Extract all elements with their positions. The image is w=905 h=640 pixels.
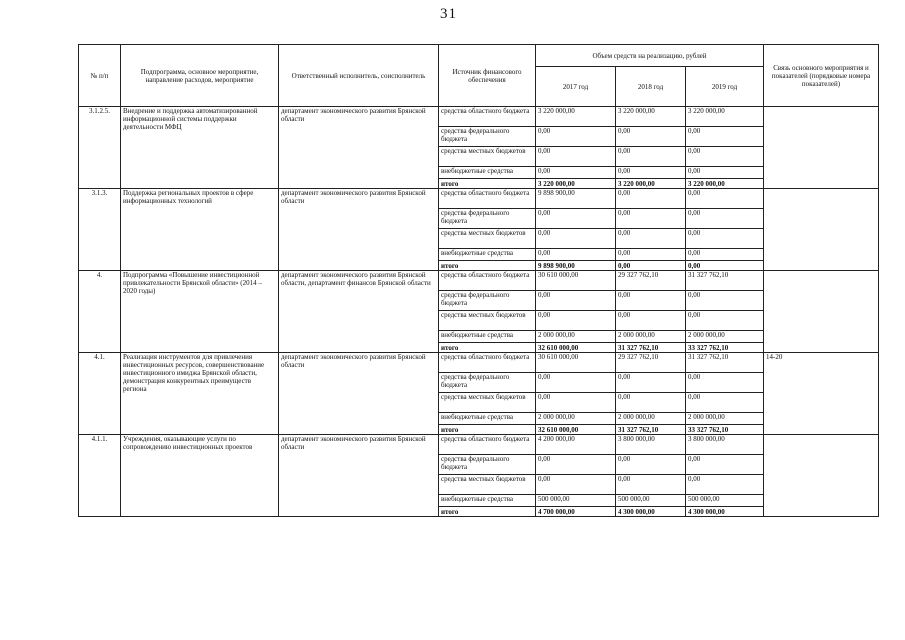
table-row xyxy=(79,353,879,373)
amount-2018: 0,00 xyxy=(616,393,686,413)
total-2017: 32 610 000,00 xyxy=(536,343,616,353)
total-2017: 4 700 000,00 xyxy=(536,507,616,517)
table-row xyxy=(79,435,879,455)
header-2019: 2019 год xyxy=(686,67,764,107)
amount-2017: 30 610 000,00 xyxy=(536,353,616,373)
funding-source: внебюджетные средства xyxy=(439,495,536,507)
amount-2018: 0,00 xyxy=(616,127,686,147)
item-number: 3.1.2.5. xyxy=(79,107,121,189)
amount-2017: 0,00 xyxy=(536,291,616,311)
total-2018: 4 300 000,00 xyxy=(616,507,686,517)
funding-source: внебюджетные средства xyxy=(439,331,536,343)
header-volume: Объем средств на реализацию, рублей xyxy=(536,45,764,67)
total-2017: 9 898 900,00 xyxy=(536,261,616,271)
item-number: 4.1.1. xyxy=(79,435,121,517)
amount-2017: 500 000,00 xyxy=(536,495,616,507)
total-2019: 3 220 000,00 xyxy=(686,179,764,189)
amount-2019: 0,00 xyxy=(686,189,764,209)
header-2017: 2017 год xyxy=(536,67,616,107)
amount-2019: 31 327 762,10 xyxy=(686,353,764,373)
funding-source: средства областного бюджета xyxy=(439,353,536,373)
funding-source: внебюджетные средства xyxy=(439,249,536,261)
amount-2019: 0,00 xyxy=(686,249,764,261)
page-number: 31 xyxy=(440,6,457,22)
amount-2018: 2 000 000,00 xyxy=(616,331,686,343)
funding-source: средства местных бюджетов xyxy=(439,393,536,413)
total-label: итого xyxy=(439,261,536,271)
total-2017: 32 610 000,00 xyxy=(536,425,616,435)
total-label: итого xyxy=(439,179,536,189)
amount-2019: 0,00 xyxy=(686,291,764,311)
amount-2019: 500 000,00 xyxy=(686,495,764,507)
amount-2018: 0,00 xyxy=(616,455,686,475)
item-executor: департамент экономического развития Брянской области xyxy=(279,107,439,189)
funding-source: средства федерального бюджета xyxy=(439,209,536,229)
indicator-link: 14-20 xyxy=(764,353,879,435)
amount-2019: 31 327 762,10 xyxy=(686,271,764,291)
header-measure: Подпрограмма, основное мероприятие, направление расходов, мероприятие xyxy=(121,45,279,107)
amount-2017: 0,00 xyxy=(536,229,616,249)
table-row xyxy=(79,271,879,291)
amount-2019: 0,00 xyxy=(686,311,764,331)
funding-source: средства областного бюджета xyxy=(439,271,536,291)
amount-2019: 0,00 xyxy=(686,147,764,167)
amount-2017: 0,00 xyxy=(536,249,616,261)
amount-2018: 500 000,00 xyxy=(616,495,686,507)
item-executor: департамент экономического развития Брянской области, департамент финансов Брянской области xyxy=(279,271,439,353)
total-2019: 4 300 000,00 xyxy=(686,507,764,517)
total-2019: 33 327 762,10 xyxy=(686,425,764,435)
funding-source: средства местных бюджетов xyxy=(439,147,536,167)
amount-2019: 2 000 000,00 xyxy=(686,331,764,343)
amount-2018: 2 000 000,00 xyxy=(616,413,686,425)
total-2018: 31 327 762,10 xyxy=(616,425,686,435)
funding-source: внебюджетные средства xyxy=(439,167,536,179)
amount-2017: 9 898 900,00 xyxy=(536,189,616,209)
funding-source: средства местных бюджетов xyxy=(439,311,536,331)
amount-2018: 3 800 000,00 xyxy=(616,435,686,455)
item-executor: департамент экономического развития Брянской области xyxy=(279,435,439,517)
total-2019: 0,00 xyxy=(686,261,764,271)
amount-2018: 0,00 xyxy=(616,147,686,167)
table-row xyxy=(79,189,879,209)
total-2018: 3 220 000,00 xyxy=(616,179,686,189)
amount-2017: 0,00 xyxy=(536,209,616,229)
amount-2017: 0,00 xyxy=(536,127,616,147)
amount-2018: 0,00 xyxy=(616,311,686,331)
item-name: Реализация инструментов для привлечения инвестиционных ресурсов, совершенствование инвестиционного имиджа Брянской области, демонстрация конкурентных преимуществ региона xyxy=(121,353,279,435)
funding-source: средства местных бюджетов xyxy=(439,229,536,249)
funding-source: внебюджетные средства xyxy=(439,413,536,425)
amount-2019: 0,00 xyxy=(686,229,764,249)
funding-source: средства областного бюджета xyxy=(439,107,536,127)
total-2019: 33 327 762,10 xyxy=(686,343,764,353)
funding-source: средства федерального бюджета xyxy=(439,127,536,147)
item-name: Внедрение и поддержка автоматизированной информационной системы поддержки деятельности МФЦ xyxy=(121,107,279,189)
item-name: Поддержка региональных проектов в сфере информационных технологий xyxy=(121,189,279,271)
indicator-link xyxy=(764,189,879,271)
amount-2017: 0,00 xyxy=(536,311,616,331)
header-source: Источник финансового обеспечения xyxy=(439,45,536,107)
total-2018: 31 327 762,10 xyxy=(616,343,686,353)
header-num: № п/п xyxy=(79,45,121,107)
amount-2019: 3 220 000,00 xyxy=(686,107,764,127)
indicator-link xyxy=(764,271,879,353)
amount-2018: 29 327 762,10 xyxy=(616,353,686,373)
amount-2017: 0,00 xyxy=(536,393,616,413)
amount-2018: 0,00 xyxy=(616,229,686,249)
amount-2018: 0,00 xyxy=(616,189,686,209)
item-number: 3.1.3. xyxy=(79,189,121,271)
indicator-link xyxy=(764,435,879,517)
amount-2019: 0,00 xyxy=(686,455,764,475)
header-executor: Ответственный исполнитель, соисполнитель xyxy=(279,45,439,107)
total-label: итого xyxy=(439,343,536,353)
amount-2018: 0,00 xyxy=(616,475,686,495)
total-label: итого xyxy=(439,425,536,435)
amount-2018: 3 220 000,00 xyxy=(616,107,686,127)
header-link: Связь основного мероприятия и показателей (порядковые номера показателей) xyxy=(764,45,879,107)
amount-2018: 0,00 xyxy=(616,291,686,311)
amount-2018: 0,00 xyxy=(616,209,686,229)
funding-source: средства областного бюджета xyxy=(439,189,536,209)
amount-2017: 0,00 xyxy=(536,373,616,393)
amount-2017: 30 610 000,00 xyxy=(536,271,616,291)
amount-2019: 3 800 000,00 xyxy=(686,435,764,455)
amount-2019: 0,00 xyxy=(686,127,764,147)
amount-2018: 29 327 762,10 xyxy=(616,271,686,291)
amount-2018: 0,00 xyxy=(616,249,686,261)
header-2018: 2018 год xyxy=(616,67,686,107)
amount-2019: 0,00 xyxy=(686,209,764,229)
table-row xyxy=(79,107,879,127)
amount-2017: 2 000 000,00 xyxy=(536,413,616,425)
amount-2019: 0,00 xyxy=(686,393,764,413)
total-label: итого xyxy=(439,507,536,517)
item-name: Подпрограмма «Повышение инвестиционной привлекательности Брянской области» (2014 – 2020 годы) xyxy=(121,271,279,353)
item-executor: департамент экономического развития Брянской области xyxy=(279,189,439,271)
amount-2019: 0,00 xyxy=(686,373,764,393)
funding-source: средства местных бюджетов xyxy=(439,475,536,495)
amount-2018: 0,00 xyxy=(616,373,686,393)
item-number: 4. xyxy=(79,271,121,353)
funding-source: средства федерального бюджета xyxy=(439,373,536,393)
item-name: Учреждения, оказывающие услуги по сопровождению инвестиционных проектов xyxy=(121,435,279,517)
amount-2017: 2 000 000,00 xyxy=(536,331,616,343)
amount-2017: 0,00 xyxy=(536,475,616,495)
funding-table xyxy=(78,44,879,517)
amount-2017: 0,00 xyxy=(536,455,616,475)
amount-2019: 0,00 xyxy=(686,475,764,495)
item-executor: департамент экономического развития Брянской области xyxy=(279,353,439,435)
amount-2019: 0,00 xyxy=(686,167,764,179)
funding-source: средства федерального бюджета xyxy=(439,291,536,311)
funding-source: средства федерального бюджета xyxy=(439,455,536,475)
amount-2017: 3 220 000,00 xyxy=(536,107,616,127)
amount-2018: 0,00 xyxy=(616,167,686,179)
total-2017: 3 220 000,00 xyxy=(536,179,616,189)
item-number: 4.1. xyxy=(79,353,121,435)
amount-2017: 4 200 000,00 xyxy=(536,435,616,455)
total-2018: 0,00 xyxy=(616,261,686,271)
amount-2017: 0,00 xyxy=(536,167,616,179)
amount-2017: 0,00 xyxy=(536,147,616,167)
amount-2019: 2 000 000,00 xyxy=(686,413,764,425)
indicator-link xyxy=(764,107,879,189)
funding-source: средства областного бюджета xyxy=(439,435,536,455)
